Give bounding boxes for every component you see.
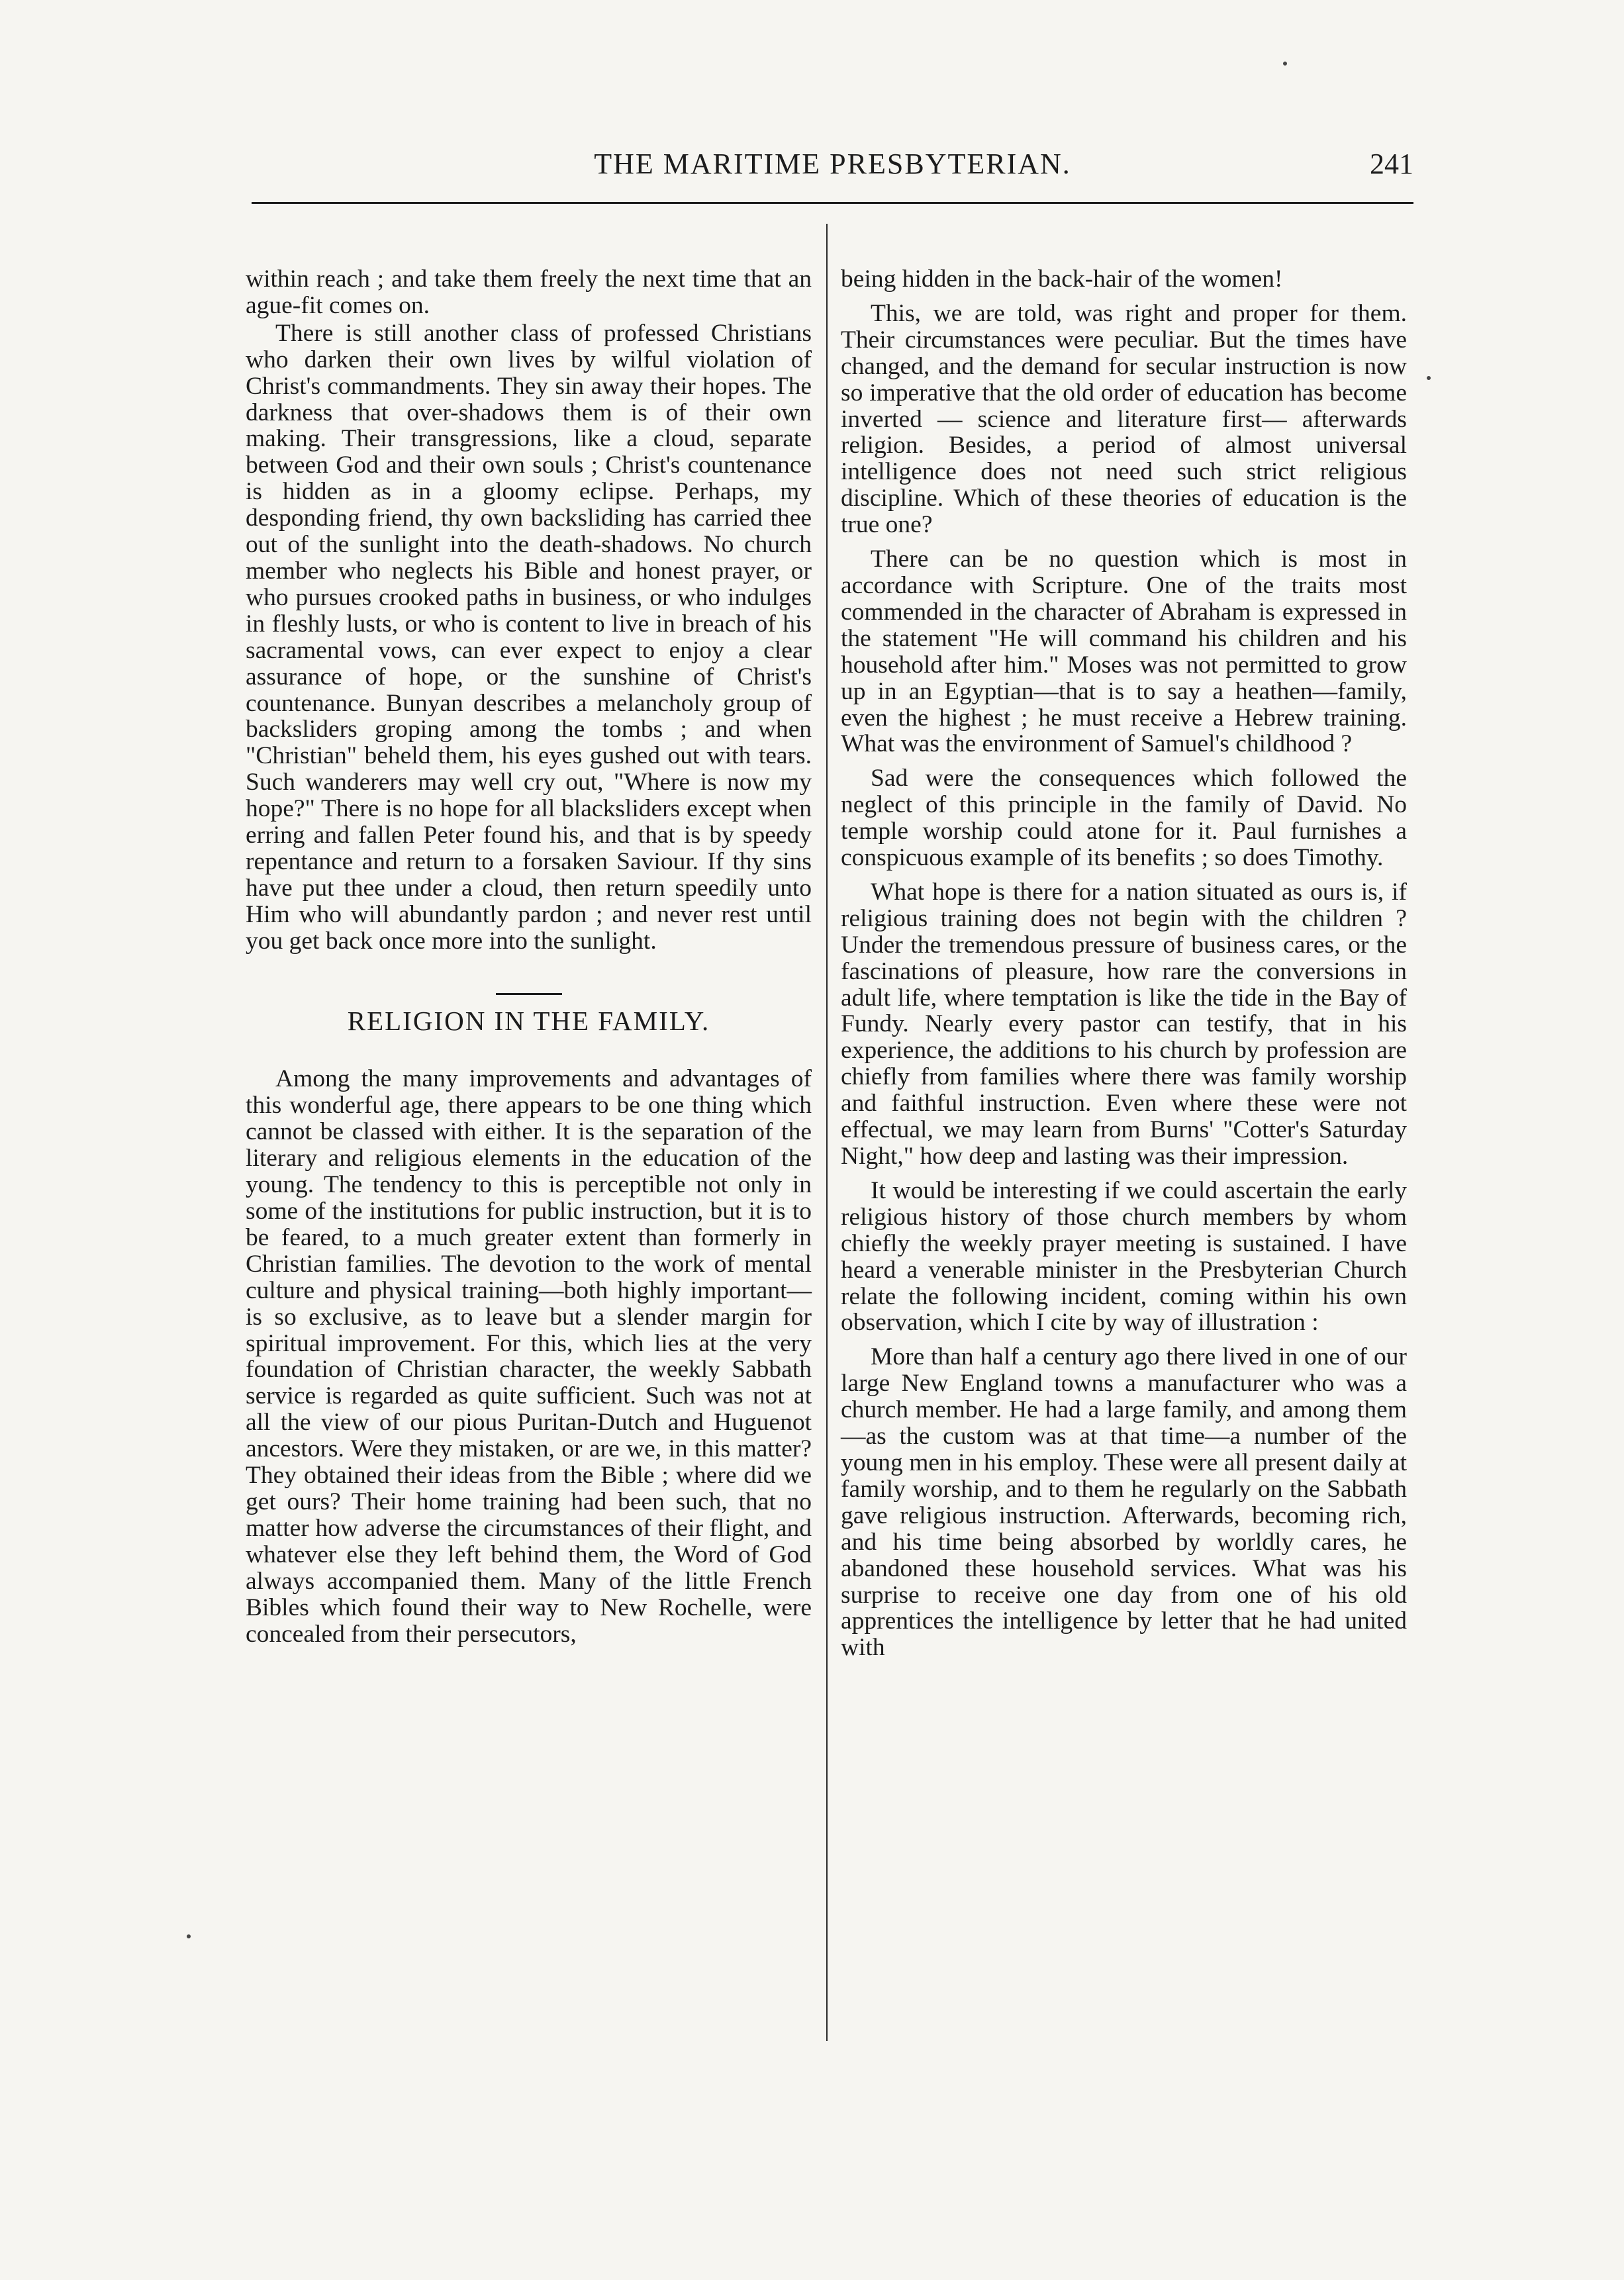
page-header [252, 147, 1413, 193]
section-divider [496, 993, 562, 995]
paragraph: It would be interesting if we could ascertain the early religious history of those church members by whom chiefly the weekly prayer meeting is sustained. I have heard a venerable minister in the Presbyterian Church relate the following incident, coming within his own observation, which I cite by way of illustration : [841, 1176, 1407, 1337]
paragraph: There is still another class of professed Christians who darken their own lives by wilful violation of Christ's commandments. They sin away their hopes. The darkness that over-shadows them is of their own making. Their transgressions, like a cloud, separate between God and their own souls ; Christ's countenance is hidden as in a gloomy eclipse. Perhaps, my desponding friend, thy own backsliding has carried thee out of the sunlight into the death-shadows. No church member who neglects his Bible and honest prayer, or who pursues crooked paths in business, or who indulges in fleshly lusts, or who is content to live in breach of his sacramental vows, can ever expect to enjoy a clear assurance of hope, or the sunshine of Christ's countenance. Bunyan describes a melancholy group of backsliders groping among the tombs ; and when "Christian" beheld them, his eyes gushed out with tears. Such wanderers may well cry out, "Where is now my hope?" There is no hope for all blacksliders except when erring and fallen Peter found his, and that is by speedy repentance and return to a forsaken Saviour. If thy sins have put thee under a cloud, then return speedily unto Him who will abundantly pardon ; and never rest until you get back once more into the sunlight. [246, 319, 812, 955]
paragraph: This, we are told, was right and proper for them. Their circumstances were peculiar. But the times have changed, and the demand for secular instruction is now so imperative that the old order of education has become inverted — science and literature first— afterwards religion. Besides, a period of almost universal intelligence does not need such strict religious discipline. Which of these theories of education is the true one? [841, 299, 1407, 539]
print-speck [187, 1934, 191, 1938]
column-divider [826, 224, 828, 2041]
right-column [841, 266, 1407, 1661]
paragraph: being hidden in the back-hair of the women! [841, 265, 1283, 293]
left-column [246, 266, 812, 1647]
paragraph: Among the many improvements and advantages of this wonderful age, there appears to be one thing which cannot be classed with either. It is the separation of the literary and religious elements in the education of the young. The tendency to this is perceptible not only in some of the institutions for public instruction, but it is to be feared, to a much greater extent than formerly in Christian families. The devotion to the work of mental culture and physical training—both highly important—is so exclusive, as to leave but a slender margin for spiritual improvement. For this, which lies at the very foundation of Christian character, the weekly Sabbath service is regarded as quite sufficient. Such was not at all the view of our pious Puritan-Dutch and Huguenot ancestors. Were they mistaken, or are we, in this matter? They obtained their ideas from the Bible ; where did we get ours? Their home training had been such, that no matter how adverse the circumstances of their flight, and whatever else they left behind them, the Word of God always accompanied them. Many of the little French Bibles which found their way to New Rochelle, were concealed from their persecutors, [246, 1065, 812, 1648]
paragraph: What hope is there for a nation situated as ours is, if religious training does not begin with the children ? Under the tremendous pressure of business cares, or the fascinations of pleasure, how rare the conversions in adult life, where temptation is like the tide in the Bay of Fundy. Nearly every pastor can testify, that in his experience, the additions to his church by profession are chiefly from families where there was family worship and faithful instruction. Even where these were not effectual, we may learn from Burns' "Cotter's Saturday Night," how deep and lasting was their impression. [841, 878, 1407, 1170]
paragraph: Sad were the consequences which followed the neglect of this principle in the family of David. No temple worship could atone for it. Paul furnishes a conspicuous example of its benefits ; so does Timothy. [841, 765, 1407, 872]
print-speck [1427, 376, 1431, 380]
page-number: 241 [1370, 148, 1413, 180]
print-speck [1283, 62, 1287, 66]
header-rule [252, 202, 1413, 204]
running-title: THE MARITIME PRESBYTERIAN. [594, 148, 1071, 180]
section-heading: RELIGION IN THE FAMILY. [347, 1005, 710, 1036]
paragraph: There can be no question which is most in accordance with Scripture. One of the traits most commended in the character of Abraham is expressed in the statement "He will command his children and his household after him." Moses was not permitted to grow up in an Egyptian—that is to say a heathen—family, even the highest ; he must receive a Hebrew training. What was the environment of Samuel's childhood ? [841, 546, 1407, 758]
paragraph: within reach ; and take them freely the next time that an ague-fit comes on. [246, 265, 812, 319]
paragraph: More than half a century ago there lived in one of our large New England towns a manufacturer who was a church member. He had a large family, and among them—as the custom was at that time—a number of the young men in his employ. These were all present daily at family worship, and to them he regularly on the Sabbath gave religious instruction. Afterwards, becoming rich, and his time being absorbed by worldly cares, he abandoned these household services. What was his surprise to receive one day from one of his old apprentices the intelligence by letter that he had united with [841, 1343, 1407, 1662]
